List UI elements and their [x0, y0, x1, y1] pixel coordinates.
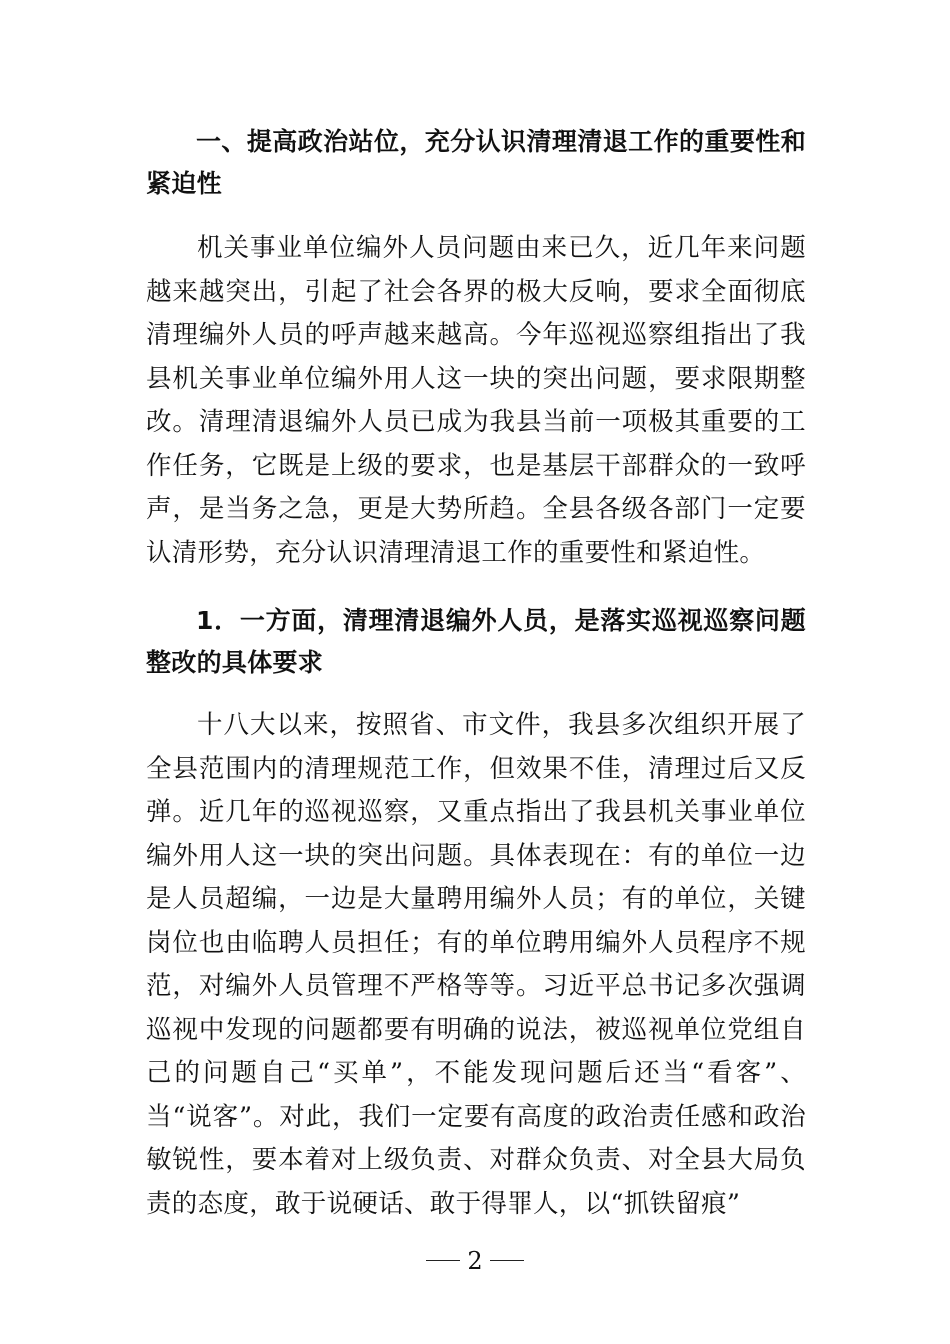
page-footer [0, 1244, 950, 1276]
page-number: 2 [467, 1246, 483, 1275]
paragraph-2: 十八大以来，按照省、市文件，我县多次组织开展了全县范围内的清理规范工作，但效果不佳，清理过后又反弹。近几年的巡视巡察，又重点指出了我县机关事业单位编外用人这一块的突出问题。具体表现在：有的单位一边是人员超编，一边是大量聘用编外人员；有的单位，关键岗位也由临聘人员担任；有的单位聘用编外人员程序不规范，对编外人员管理不严格等等。习近平总书记多次强调巡视中发现的问题都要有明确的说法，被巡视单位党组自己的问题自己“买单”，不能发现问题后还当“看客”、当“说客”。对此，我们一定要有高度的政治责任感和政治敏锐性，要本着对上级负责、对群众负责、对全县大局负责的态度，敢于说硬话、敢于得罪人，以“抓铁留痕” [146, 710, 806, 1219]
section-heading-1: 一、提高政治站位，充分认识清理清退工作的重要性和紧迫性 [146, 127, 806, 198]
footer-dash-left [426, 1260, 460, 1262]
paragraph-1: 机关事业单位编外人员问题由来已久，近几年来问题越来越突出，引起了社会各界的极大反响，要求全面彻底清理编外人员的呼声越来越高。今年巡视巡察组指出了我县机关事业单位编外用人这一块的突出问题，要求限期整改。清理清退编外人员已成为我县当前一项极其重要的工作任务，它既是上级的要求，也是基层干部群众的一致呼声，是当务之急，更是大势所趋。全县各级各部门一定要认清形势，充分认识清理清退工作的重要性和紧迫性。 [146, 233, 806, 568]
subsection-heading-1: 1．一方面，清理清退编外人员，是落实巡视巡察问题整改的具体要求 [146, 606, 806, 677]
footer-dash-right [490, 1260, 524, 1262]
